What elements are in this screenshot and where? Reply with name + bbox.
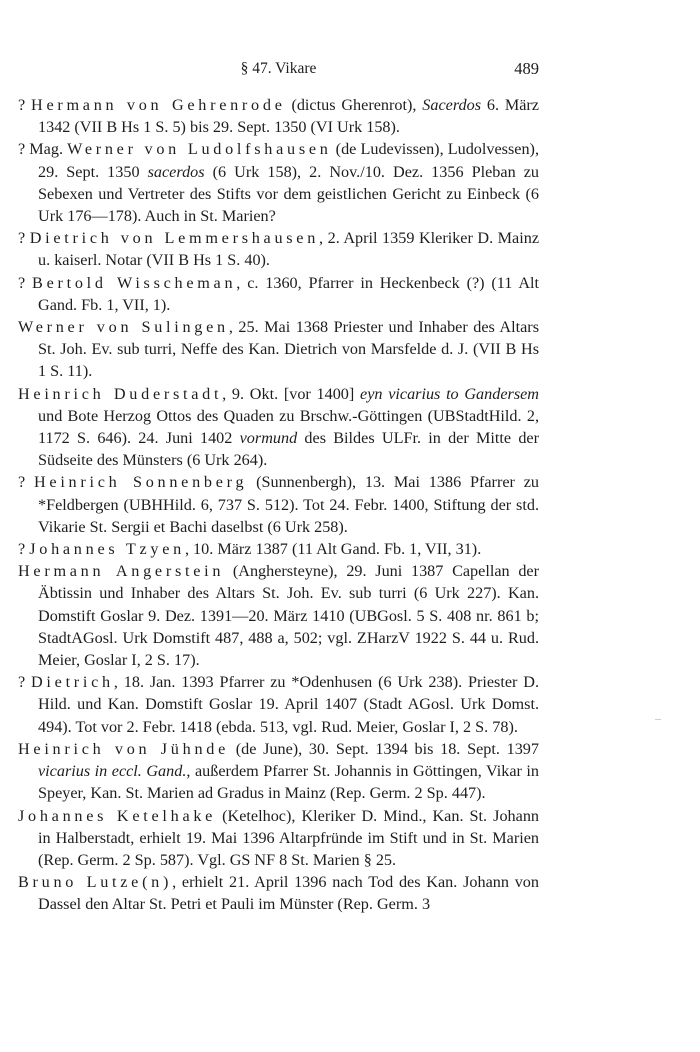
- entry: [18, 383, 539, 472]
- entry: [18, 94, 539, 138]
- entry-text: (dictus Gherenrot),: [285, 96, 423, 114]
- person-name: Hermann Angerstein: [18, 562, 225, 581]
- entry-text: , 10. März 1387 (11 Alt Gand. Fb. 1, VII, 31).: [184, 540, 482, 559]
- entry-text: , erhielt 21. April 1396 nach Tod des Kan. Johann von Dassel den Altar St. Petri et Pauli im Münster (Rep. Germ. 3: [38, 873, 539, 914]
- entry-text: (6 Urk 158), 2. Nov./10. Dez. 1356 Pleban zu Sebexen und Vertreter des Stifts vor dem geistlichen Gericht zu Einbeck (6 Urk 176—178). Auch in St. Marien?: [38, 162, 539, 226]
- entry: [18, 316, 539, 383]
- person-name: Bruno Lutze(n): [18, 873, 173, 892]
- person-name: Heinrich von Jühnde: [18, 739, 229, 758]
- entry: [18, 138, 539, 227]
- entry-prefix: ?: [18, 96, 32, 114]
- entry-text: , außerdem Pfarrer St. Johannis in Göttingen, Vikar in Speyer, Kan. St. Marien ad Gradus in Mainz (Rep. Germ. 2 Sp. 447).: [38, 762, 540, 803]
- latin-term: eyn vicarius to Gandersem: [360, 384, 540, 403]
- entry-text: (Ketelhoc), Kleriker D. Mind., Kan. St. Johann in Halberstadt, erhielt 19. Mai 1396 Altarpfründe im Stift und in St. Marien (Rep. Germ. 2 Sp. 587). Vgl. GS NF 8 St. Marien § 25.: [38, 806, 540, 869]
- person-name: Werner von Sulingen: [18, 318, 229, 337]
- entry-text: (Anghersteyne), 29. Juni 1387 Capellan der Äbtissin und Inhaber des Altars St. Joh. Ev. sub turri (6 Urk 227). Kan. Domstift Goslar 9. Dez. 1391—20. März 1410 (UBGosl. 5 S. 408 nr. 861 b; StadtAGosl. Urk Domstift 487, 488 a, 502; vgl. ZHarzV 1922 S. 44 u. Rud. Meier, Goslar I, 2 S. 17).: [38, 562, 539, 670]
- person-name: Heinrich Duderstadt: [18, 384, 223, 403]
- entry: [18, 560, 539, 671]
- entry-text: und Bote Herzog Ottos des Quaden zu Brschw.-Göttingen (UBStadtHild. 2, 1172 S. 646). 24. Juni 1402: [38, 406, 539, 448]
- entry: [18, 805, 539, 872]
- entry-text: , c. 1360, Pfarrer in Heckenbeck (?) (11 Alt Gand. Fb. 1, VII, 1).: [38, 273, 540, 314]
- entry-prefix: ?: [18, 673, 32, 692]
- entry: [18, 272, 539, 316]
- document-body: [18, 94, 539, 916]
- entry-prefix: ?: [18, 229, 30, 248]
- entry: [18, 471, 539, 538]
- person-name: Dietrich: [31, 673, 114, 692]
- entry-prefix: ?: [18, 473, 34, 492]
- latin-term: vicarius in eccl. Gand.: [38, 762, 187, 781]
- person-name: Heinrich Sonnenberg: [34, 473, 248, 492]
- entry-text: (de Ludevissen), Ludolvessen), 29. Sept. 1350: [38, 140, 539, 181]
- person-name: Bertold Wisscheman: [32, 273, 237, 292]
- entry-text: (Sunnenbergh), 13. Mai 1386 Pfarrer zu *Feldbergen (UBHHild. 6, 737 S. 512). Tot 24. Febr. 1400, Stiftung der std. Vikarie St. Sergii et Bachi daselbst (6 Urk 258).: [38, 473, 539, 536]
- person-name: Dietrich von Lemmershausen: [29, 229, 320, 248]
- person-name: Johannes Tzyen: [29, 540, 185, 559]
- entry: [18, 738, 539, 805]
- entry: [18, 871, 539, 915]
- entry: [18, 538, 539, 560]
- page-number: 489: [514, 59, 539, 78]
- entry-text: , 2. April 1359 Kleriker D. Mainz u. kaiserl. Notar (VII B Hs 1 S. 40).: [38, 229, 540, 270]
- entry: [18, 671, 539, 738]
- latin-term: vormund: [239, 429, 298, 448]
- running-header: [18, 60, 539, 82]
- entry-text: 6. März 1342 (VII B Hs 1 S. 5) bis 29. Sept. 1350 (VI Urk 158).: [38, 96, 539, 137]
- entry-text: , 9. Okt. [vor 1400]: [222, 384, 361, 403]
- entry-text: , 25. Mai 1368 Priester und Inhaber des Altars St. Joh. Ev. sub turri, Neffe des Kan. Dietrich von Marsfelde d. J. (VII B Hs 1 S. 11).: [38, 318, 539, 381]
- person-name: Hermann von Gehrenrode: [31, 96, 286, 114]
- entry-text: des Bildes ULFr. in der Mitte der Südseite des Münsters (6 Urk 264).: [38, 429, 539, 470]
- entry-prefix: ?: [18, 273, 33, 292]
- entry: [18, 227, 539, 271]
- entry-prefix: ?: [18, 540, 30, 559]
- person-name: Werner von Ludolfshausen: [67, 140, 332, 159]
- section-title: § 47. Vikare: [240, 60, 317, 77]
- latin-term: sacerdos: [147, 162, 205, 181]
- entry-prefix: ? Mag.: [18, 140, 68, 159]
- person-name: Johannes Ketelhake: [18, 806, 217, 825]
- latin-term: Sacerdos: [422, 96, 482, 114]
- entry-text: (de June), 30. Sept. 1394 bis 18. Sept. 1397: [229, 739, 539, 758]
- margin-mark: [655, 719, 661, 720]
- entry-text: , 18. Jan. 1393 Pfarrer zu *Odenhusen (6 Urk 238). Priester D. Hild. und Kan. Domstift Goslar 19. April 1407 (Stadt AGosl. Urk Domst. 494). Tot vor 2. Febr. 1418 (ebda. 513, vgl. Rud. Meier, Goslar I, 2 S. 78).: [38, 673, 539, 736]
